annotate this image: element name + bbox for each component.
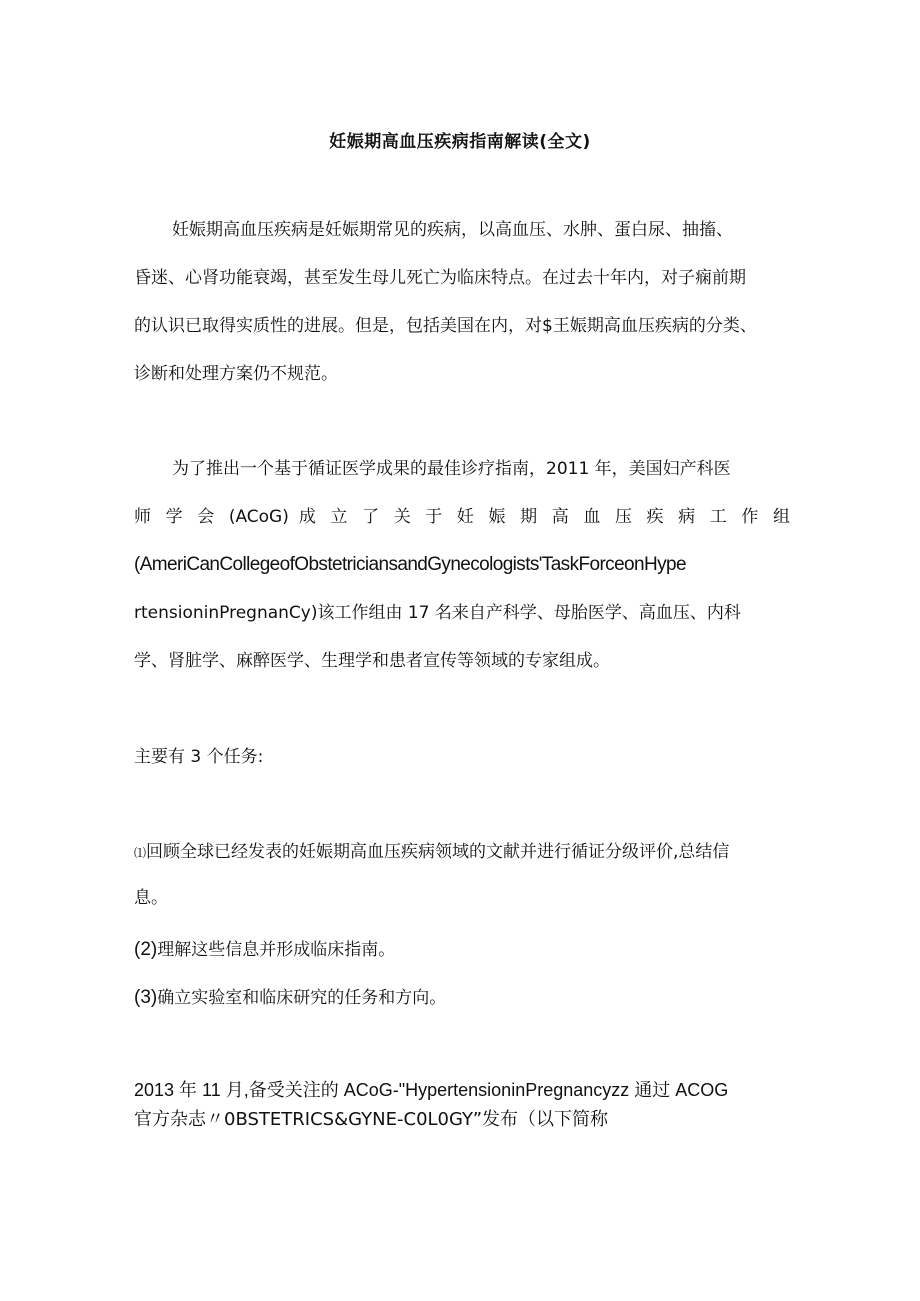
paragraph-1-line-1: 妊娠期高血压疾病是妊娠期常见的疾病，以高血压、水肿、蛋白尿、抽搐、 [172,220,733,240]
paragraph-2-line-4: rtensioninPregnanCy)该工作组由 17 名来自产科学、母胎医学、高血压、内科 [134,603,741,623]
paragraph-2-line-1: 为了推出一个基于循证医学成果的最佳诊疗指南，2011 年，美国妇产科医 [172,459,731,479]
task-3-text: 确立实验室和临床研究的任务和方向。 [157,988,447,1008]
task-3 [134,986,446,1010]
task-1-number: ⑴ [134,846,147,860]
paragraph-1-line-2: 昏迷、心肾功能衰竭，甚至发生母儿死亡为临床特点。在过去十年内，对子痫前期 [134,268,746,288]
paragraph-2-line-2: 师 学 会 (ACoG) 成 立 了 关 于 妊 娠 期 高 血 压 疾 病 工 作 组 [134,507,790,527]
task-2-text: 理解这些信息并形成临床指南。 [157,940,396,960]
paragraph-2-line-3: (AmeriCanCollegeofObstetriciansandGynecologists'TaskForceonHype [134,554,686,575]
paragraph-1-line-3: 的认识已取得实质性的进展。但是，包括美国在内，对$王娠期高血压疾病的分类、 [134,316,757,336]
paragraph-1-line-4: 诊断和处理方案仍不规范。 [134,364,338,384]
task-2-number: (2) [134,939,158,960]
task-1-text: 回顾全球已经发表的妊娠期高血压疾病领域的文献并进行循证分级评价,总结信 [146,842,730,862]
paragraph-2-line-5: 学、肾脏学、麻醉医学、生理学和患者宣传等领域的专家组成。 [134,651,610,671]
paragraph-3-line-1: 2013 年 11 月,备受关注的 ACoG-"HypertensioninPregnancyzz 通过 ACOG [134,1080,729,1100]
task-2 [134,938,395,962]
tasks-intro: 主要有 3 个任务: [134,747,264,767]
task-3-number: (3) [134,987,158,1008]
task-1-line-2: 息。 [134,888,168,908]
task-1-line-1 [134,840,729,865]
document-title: 妊娠期高血压疾病指南解读(全文) [329,132,591,152]
paragraph-3-line-2: 官方杂志〃0BSTETRICS&GYNE-C0L0GY”发布（以下简称 [134,1109,609,1130]
